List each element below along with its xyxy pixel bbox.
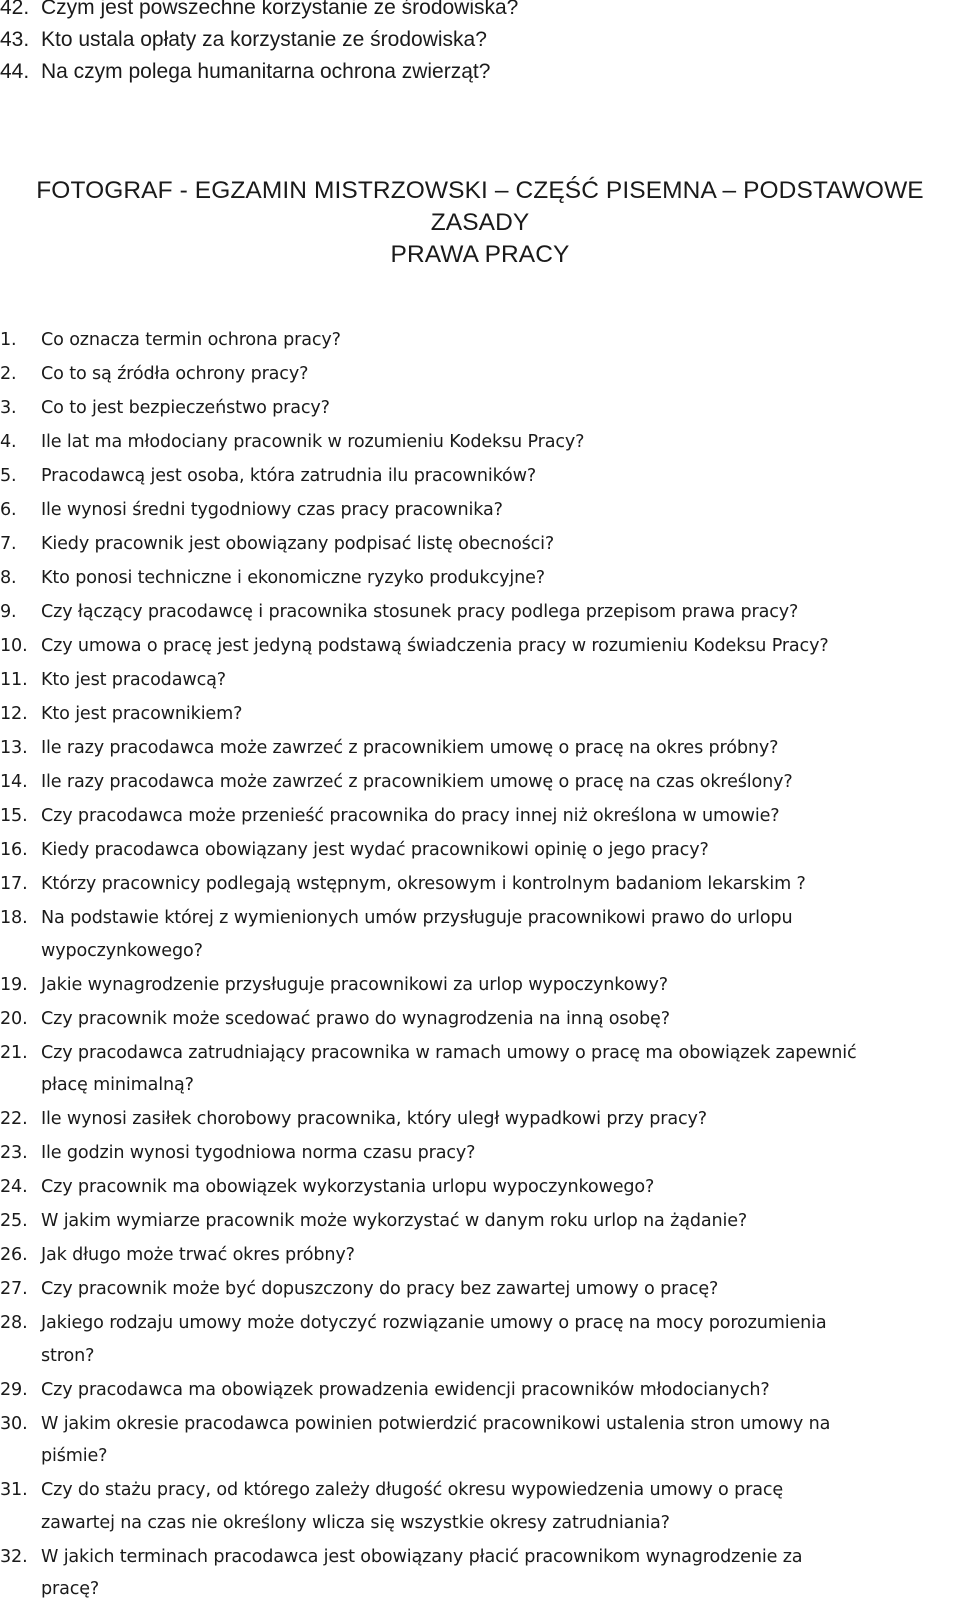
question-number: 14. bbox=[0, 772, 28, 792]
item-text: Czym jest powszechne korzystanie ze środowiska? bbox=[41, 0, 519, 19]
question-number: 21. bbox=[0, 1042, 28, 1063]
question-text-continued: pracę? bbox=[41, 1579, 100, 1599]
question-number: 23. bbox=[0, 1143, 28, 1163]
section-title: PRAWA PRACY bbox=[390, 241, 570, 268]
question-number: 6. bbox=[0, 500, 17, 520]
question-text: Czy pracownik ma obowiązek wykorzystania urlopu wypoczynkowego? bbox=[41, 1177, 655, 1197]
question-text: Co oznacza termin ochrona pracy? bbox=[41, 330, 341, 350]
question-number: 28. bbox=[0, 1313, 28, 1333]
question-number: 12. bbox=[0, 704, 28, 724]
question-text: Jakie wynagrodzenie przysługuje pracownikowi za urlop wypoczynkowy? bbox=[41, 974, 668, 995]
question-text-continued: stron? bbox=[41, 1345, 95, 1366]
question-text: Co to jest bezpieczeństwo pracy? bbox=[41, 398, 330, 418]
item-number: 42. bbox=[0, 0, 30, 19]
question-text: Kto jest pracownikiem? bbox=[41, 704, 243, 724]
document-heading-line-1: FOTOGRAF - EGZAMIN MISTRZOWSKI – CZĘŚĆ PISEMNA – PODSTAWOWE bbox=[36, 177, 924, 204]
question-text: Ile godzin wynosi tygodniowa norma czasu pracy? bbox=[41, 1143, 476, 1163]
question-text: Czy do stażu pracy, od którego zależy długość okresu wypowiedzenia umowy o pracę bbox=[41, 1480, 784, 1500]
question-number: 17. bbox=[0, 874, 28, 894]
question-text: Kto ponosi techniczne i ekonomiczne ryzyko produkcyjne? bbox=[41, 568, 545, 588]
question-text: Co to są źródła ochrony pracy? bbox=[41, 364, 309, 384]
question-text: Jakiego rodzaju umowy może dotyczyć rozwiązanie umowy o pracę na mocy porozumienia bbox=[41, 1313, 827, 1333]
document-heading-line-2: ZASADY bbox=[430, 209, 530, 236]
question-number: 9. bbox=[0, 602, 17, 622]
question-text-continued: zawartej na czas nie określony wlicza się wszystkie okresy zatrudniania? bbox=[41, 1512, 670, 1533]
question-text: Czy łączący pracodawcę i pracownika stosunek pracy podlega przepisom prawa pracy? bbox=[41, 602, 799, 622]
question-text: Kiedy pracownik jest obowiązany podpisać listę obecności? bbox=[41, 534, 555, 554]
question-text: Ile wynosi średni tygodniowy czas pracy pracownika? bbox=[41, 500, 503, 520]
question-number: 25. bbox=[0, 1211, 28, 1231]
question-number: 2. bbox=[0, 364, 17, 384]
question-text: Ile razy pracodawca może zawrzeć z pracownikiem umowę o pracę na okres próbny? bbox=[41, 738, 779, 758]
question-text: Ile razy pracodawca może zawrzeć z pracownikiem umowę o pracę na czas określony? bbox=[41, 772, 793, 792]
item-number: 44. bbox=[0, 60, 30, 83]
question-text-continued: płacę minimalną? bbox=[41, 1075, 194, 1095]
question-text: Którzy pracownicy podlegają wstępnym, okresowym i kontrolnym badaniom lekarskim ? bbox=[41, 874, 806, 894]
question-text: W jakim wymiarze pracownik może wykorzystać w danym roku urlop na żądanie? bbox=[41, 1211, 748, 1231]
question-number: 24. bbox=[0, 1177, 28, 1197]
item-number: 43. bbox=[0, 28, 30, 51]
question-text: Czy pracownik może scedować prawo do wynagrodzenia na inną osobę? bbox=[41, 1008, 670, 1029]
question-number: 18. bbox=[0, 908, 28, 928]
question-text: Kto jest pracodawcą? bbox=[41, 670, 226, 690]
question-text: Ile wynosi zasiłek chorobowy pracownika, który uległ wypadkowi przy pracy? bbox=[41, 1109, 707, 1129]
question-text: Czy umowa o pracę jest jedyną podstawą świadczenia pracy w rozumieniu Kodeksu Pracy? bbox=[41, 636, 829, 656]
question-text-continued: piśmie? bbox=[41, 1446, 108, 1466]
question-text: Czy pracodawca ma obowiązek prowadzenia ewidencji pracowników młodocianych? bbox=[41, 1379, 770, 1400]
question-text: Na podstawie której z wymienionych umów przysługuje pracownikowi prawo do urlopu bbox=[41, 908, 793, 928]
question-number: 19. bbox=[0, 974, 28, 995]
question-number: 32. bbox=[0, 1546, 28, 1567]
question-number: 26. bbox=[0, 1245, 28, 1265]
question-number: 29. bbox=[0, 1379, 28, 1400]
question-text: W jakich terminach pracodawca jest obowiązany płacić pracownikom wynagrodzenie za bbox=[41, 1546, 803, 1567]
item-text: Kto ustala opłaty za korzystanie ze środowiska? bbox=[41, 28, 487, 51]
question-number: 1. bbox=[0, 330, 17, 350]
question-number: 10. bbox=[0, 636, 28, 656]
question-text: Kiedy pracodawca obowiązany jest wydać pracownikowi opinię o jego pracy? bbox=[41, 840, 709, 860]
question-text: Czy pracownik może być dopuszczony do pracy bez zawartej umowy o pracę? bbox=[41, 1279, 719, 1299]
question-text: W jakim okresie pracodawca powinien potwierdzić pracownikowi ustalenia stron umowy na bbox=[41, 1413, 831, 1434]
question-number: 5. bbox=[0, 466, 17, 486]
question-number: 30. bbox=[0, 1413, 28, 1434]
question-number: 15. bbox=[0, 806, 28, 826]
question-text: Pracodawcą jest osoba, która zatrudnia ilu pracowników? bbox=[41, 466, 537, 486]
question-text-continued: wypoczynkowego? bbox=[41, 940, 203, 961]
question-number: 31. bbox=[0, 1480, 28, 1500]
question-number: 16. bbox=[0, 840, 28, 860]
question-text: Ile lat ma młodociany pracownik w rozumieniu Kodeksu Pracy? bbox=[41, 432, 585, 452]
question-text: Jak długo może trwać okres próbny? bbox=[41, 1245, 355, 1265]
question-number: 7. bbox=[0, 534, 17, 554]
question-number: 27. bbox=[0, 1279, 28, 1299]
question-text: Czy pracodawca zatrudniający pracownika w ramach umowy o pracę ma obowiązek zapewnić bbox=[41, 1042, 857, 1063]
question-number: 20. bbox=[0, 1008, 28, 1029]
question-number: 11. bbox=[0, 670, 28, 690]
question-number: 13. bbox=[0, 738, 28, 758]
question-number: 4. bbox=[0, 432, 17, 452]
item-text: Na czym polega humanitarna ochrona zwierząt? bbox=[41, 60, 491, 83]
question-number: 22. bbox=[0, 1109, 28, 1129]
question-number: 8. bbox=[0, 568, 17, 588]
question-text: Czy pracodawca może przenieść pracownika do pracy innej niż określona w umowie? bbox=[41, 806, 780, 826]
question-number: 3. bbox=[0, 398, 17, 418]
